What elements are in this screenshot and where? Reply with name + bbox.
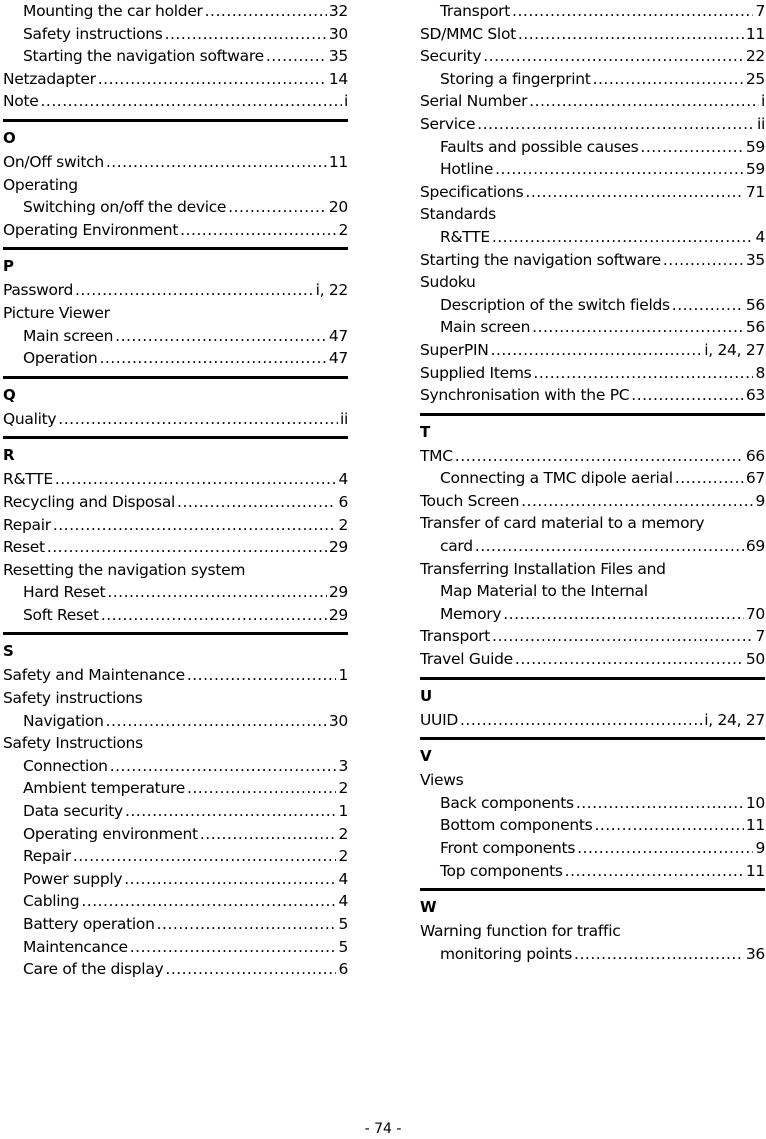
entry-page-ref: 11 [745,816,765,835]
entry-label: Data security [23,802,123,821]
index-entry [420,181,765,204]
dot-leader [110,755,337,778]
section-letter: U [420,686,433,705]
section-divider [420,677,765,680]
section-divider [3,119,348,122]
index-subentry [420,294,765,317]
entry-label: Main screen [440,318,531,337]
entry-page-ref: 29 [328,605,348,624]
section-letter: V [420,747,432,766]
entry-label: Battery operation [23,915,155,933]
entry-label: R&TTE [440,227,490,246]
index-subentry [3,890,348,913]
entry-page-ref: 30 [328,711,348,730]
entry-label: Safety and Maintenance [3,666,185,685]
entry-page-ref: 1 [338,802,348,821]
index-subentry [420,814,765,837]
dot-leader [675,467,744,490]
entry-page-ref: 50 [745,650,765,669]
index-subentry [420,580,765,603]
dot-leader [576,792,744,815]
entry-page-ref: 69 [745,537,765,556]
dot-leader [577,837,753,860]
entry-page-ref: 56 [745,295,765,314]
dot-leader [81,890,336,913]
index-entry [3,536,348,559]
entry-label: Safety Instructions [3,734,143,753]
index-subentry [3,777,348,800]
page-number: - 74 - [364,1121,402,1137]
index-subentry [3,936,348,959]
index-entry [420,203,765,226]
index-entry [420,271,765,294]
index-entry [420,45,765,68]
entry-label: Serial Number [420,92,528,111]
dot-leader [477,113,755,136]
index-subentry [420,860,765,883]
index-entry [3,732,348,755]
index-subentry [420,535,765,558]
entry-label: Password [3,281,73,300]
entry-label: Sudoku [420,273,476,292]
entry-label: Maintencance [23,937,128,956]
entry-page-ref: 63 [745,386,765,405]
index-subentry [420,0,765,23]
index-subentry [3,845,348,868]
section-divider [3,376,348,379]
entry-label: Standards [420,205,496,224]
dot-leader [475,535,744,558]
entry-page-ref: 9 [755,839,765,857]
dot-leader [512,0,753,23]
entry-label: Ambient temperature [23,779,185,798]
index-column-left [3,0,348,981]
section-divider [420,737,765,740]
dot-leader [130,936,337,959]
section-letter: T [420,422,431,441]
entry-label: Repair [3,515,51,534]
entry-label: On/Off switch [3,152,104,171]
index-subentry [3,347,348,370]
section-letter: Q [3,385,16,404]
dot-leader [529,90,759,113]
index-subentry [3,604,348,627]
index-section [420,888,765,918]
entry-label: Transport [440,2,511,20]
entry-page-ref: 70 [745,604,765,623]
entry-page-ref: 14 [328,69,348,88]
index-entry [3,468,348,491]
entry-label: Safety instructions [23,24,163,43]
entry-page-ref: 66 [745,446,765,465]
section-divider [3,247,348,250]
index-entry [420,625,765,648]
entry-label: Picture Viewer [3,303,110,322]
section-letter: R [3,446,15,465]
entry-label: Cabling [23,892,80,911]
dot-leader [101,604,327,627]
section-divider [420,888,765,891]
dot-leader [73,845,337,868]
entry-label: Back components [440,793,574,812]
index-entry [420,90,765,113]
index-entry [3,174,348,197]
dot-leader [525,181,743,204]
dot-leader [631,384,744,407]
dot-leader [106,151,327,174]
entry-page-ref: 2 [338,220,348,239]
index-section [420,413,765,443]
index-entry [3,687,348,710]
entry-label: Starting the navigation software [23,47,264,66]
index-entry [420,23,765,46]
section-divider [3,436,348,439]
index-entry [420,339,765,362]
index-subentry [3,913,348,936]
dot-leader [157,913,337,936]
entry-page-ref: 59 [745,137,765,156]
section-letter: O [3,128,16,147]
dot-leader [492,625,753,648]
entry-label: Care of the display [23,960,164,979]
dot-leader [75,279,314,302]
dot-leader [98,68,327,91]
dot-leader [55,468,337,491]
entry-page-ref: 29 [328,538,348,557]
dot-leader [228,196,327,219]
dot-leader [491,339,703,362]
entry-label: Security [420,47,482,66]
index-subentry [420,158,765,181]
entry-label: Mounting the car holder [23,2,203,20]
entry-page-ref: ii [339,409,348,428]
entry-label: Connecting a TMC dipole aerial [440,469,673,488]
entry-page-ref: 59 [745,160,765,179]
index-entry [3,514,348,537]
entry-label: Faults and possible causes [440,137,639,156]
entry-page-ref: 22 [745,47,765,66]
dot-leader [107,581,327,604]
dot-leader [460,709,702,732]
entry-label: Service [420,114,476,133]
entry-page-ref: 9 [755,491,765,510]
entry-label: Operating [3,175,78,194]
entry-page-ref: 5 [338,937,348,956]
index-subentry [420,603,765,626]
section-letter: S [3,642,14,661]
entry-label: Recycling and Disposal [3,492,176,511]
index-entry [420,490,765,513]
index-section [3,247,348,277]
index-subentry [420,316,765,339]
entry-page-ref: 4 [755,227,765,246]
entry-label: Soft Reset [23,605,99,624]
entry-label: Operating Environment [3,220,179,239]
entry-label: Touch Screen [420,491,520,510]
dot-leader [492,226,754,249]
dot-leader [521,490,753,513]
index-entry [420,512,765,535]
index-subentry [3,823,348,846]
entry-page-ref: 30 [328,24,348,43]
index-subentry [420,68,765,91]
entry-label: Main screen [23,326,114,345]
section-divider [420,413,765,416]
entry-label: Resetting the navigation system [3,560,246,579]
entry-label: SuperPIN [420,340,489,359]
entry-label: Hard Reset [23,583,106,602]
entry-label: Transfer of card material to a memory [420,514,705,533]
entry-page-ref: 35 [745,250,765,269]
dot-leader [177,491,336,514]
index-subentry [420,837,765,860]
entry-page-ref: 4 [338,892,348,911]
index-entry [420,769,765,792]
entry-page-ref: 4 [338,869,348,888]
entry-label: Memory [440,604,502,623]
entry-page-ref: i, 22 [315,281,348,300]
dot-leader [115,325,327,348]
entry-page-ref: i [760,92,765,111]
index-column-right [420,0,765,965]
dot-leader [205,0,327,23]
entry-page-ref: 20 [328,198,348,217]
entry-label: Connection [23,756,108,775]
entry-page-ref: 32 [328,2,348,20]
entry-label: Power supply [23,869,123,888]
index-subentry [420,226,765,249]
dot-leader [200,823,337,846]
entry-label: Views [420,771,464,790]
entry-page-ref: 2 [338,515,348,534]
index-entry [3,408,348,431]
dot-leader [515,648,744,671]
entry-page-ref: 6 [338,960,348,979]
entry-label: Description of the switch fields [440,295,670,314]
entry-label: Reset [3,538,45,557]
dot-leader [53,514,337,537]
dot-leader [483,45,744,68]
index-entry [420,113,765,136]
entry-page-ref: 5 [338,915,348,933]
entry-page-ref: 2 [338,847,348,866]
index-section [3,119,348,149]
entry-label: Storing a fingerprint [440,69,591,88]
entry-page-ref: 8 [755,363,765,382]
entry-label: Note [3,92,39,111]
entry-page-ref: 2 [338,824,348,843]
entry-page-ref: 71 [745,182,765,201]
entry-label: Safety instructions [3,689,143,708]
index-subentry [420,136,765,159]
dot-leader [266,45,327,68]
entry-label: Netzadapter [3,69,96,88]
dot-leader [125,800,337,823]
entry-label: Operation [23,349,98,368]
entry-page-ref: 67 [745,469,765,488]
dot-leader [565,860,744,883]
index-subentry [3,196,348,219]
entry-label: Transport [420,627,491,646]
entry-label: TMC [420,446,453,465]
entry-page-ref: i, 24, 27 [704,710,765,729]
entry-page-ref: 11 [328,152,348,171]
entry-page-ref: 11 [745,861,765,880]
entry-label: SD/MMC Slot [420,24,516,43]
entry-page-ref: 4 [338,470,348,489]
dot-leader [106,710,327,733]
index-entry [3,219,348,242]
index-entry [3,279,348,302]
entry-page-ref: 10 [745,793,765,812]
index-subentry [420,943,765,966]
index-section [3,436,348,466]
entry-page-ref: 3 [338,756,348,775]
index-section [3,376,348,406]
index-subentry [3,710,348,733]
index-entry [420,384,765,407]
dot-leader [672,294,744,317]
dot-leader [124,868,336,891]
dot-leader [518,23,744,46]
index-entry [420,445,765,468]
index-section [420,737,765,767]
index-entry [3,491,348,514]
dot-leader [58,408,338,431]
dot-leader [41,90,342,113]
dot-leader [187,777,336,800]
dot-leader [594,814,743,837]
entry-page-ref: 1 [338,666,348,685]
entry-label: Specifications [420,182,524,201]
dot-leader [533,362,753,385]
index-subentry [3,23,348,46]
index-entry [420,920,765,943]
entry-label: Travel Guide [420,650,513,669]
entry-label: Front components [440,839,576,857]
index-entry [3,559,348,582]
dot-leader [663,249,744,272]
index-subentry [3,325,348,348]
entry-page-ref: 47 [328,326,348,345]
entry-page-ref: 2 [338,779,348,798]
index-subentry [3,755,348,778]
entry-label: Top components [440,861,563,880]
entry-label: Navigation [23,711,104,730]
entry-page-ref: i [343,92,348,111]
entry-label: Starting the navigation software [420,250,661,269]
index-subentry [3,0,348,23]
index-entry [420,648,765,671]
section-letter: W [420,898,437,917]
entry-page-ref: 36 [745,944,765,963]
dot-leader [574,943,744,966]
dot-leader [640,136,743,159]
index-entry [3,302,348,325]
entry-label: Synchronisation with the PC [420,386,630,405]
index-entry [420,362,765,385]
index-section [3,632,348,662]
index-entry [420,558,765,581]
entry-label: Hotline [440,160,494,179]
entry-label: Transferring Installation Files and [420,559,666,578]
dot-leader [99,347,326,370]
entry-label: Map Material to the Internal [440,582,648,601]
entry-label: Warning function for traffic [420,922,621,941]
entry-label: Supplied Items [420,363,532,382]
entry-page-ref: 7 [755,2,765,20]
index-entry [3,664,348,687]
dot-leader [165,23,327,46]
entry-label: monitoring points [440,944,573,963]
index-subentry [420,792,765,815]
index-entry [3,151,348,174]
dot-leader [165,958,336,981]
dot-leader [47,536,327,559]
index-section [420,677,765,707]
entry-page-ref: i, 24, 27 [704,340,765,359]
entry-label: R&TTE [3,470,53,489]
dot-leader [593,68,744,91]
dot-leader [503,603,744,626]
index-entry [420,709,765,732]
index-subentry [420,467,765,490]
index-subentry [3,958,348,981]
dot-leader [455,445,744,468]
entry-page-ref: 25 [745,69,765,88]
entry-page-ref: 29 [328,583,348,602]
index-entry [3,90,348,113]
entry-label: Bottom components [440,816,593,835]
index-entry [3,68,348,91]
entry-label: card [440,537,473,556]
section-letter: P [3,257,14,276]
dot-leader [180,219,336,242]
entry-page-ref: 35 [328,47,348,66]
index-subentry [3,800,348,823]
dot-leader [532,316,744,339]
index-entry [420,249,765,272]
dot-leader [187,664,337,687]
entry-label: UUID [420,710,458,729]
entry-page-ref: 6 [338,492,348,511]
entry-page-ref: 56 [745,318,765,337]
entry-label: Quality [3,409,57,428]
entry-label: Repair [23,847,71,866]
entry-page-ref: 47 [328,349,348,368]
index-subentry [3,868,348,891]
entry-label: Switching on/off the device [23,198,227,217]
section-divider [3,632,348,635]
entry-page-ref: ii [756,114,765,133]
index-subentry [3,45,348,68]
entry-label: Operating environment [23,824,198,843]
entry-page-ref: 11 [745,24,765,43]
dot-leader [495,158,744,181]
entry-page-ref: 7 [755,627,765,646]
index-subentry [3,581,348,604]
